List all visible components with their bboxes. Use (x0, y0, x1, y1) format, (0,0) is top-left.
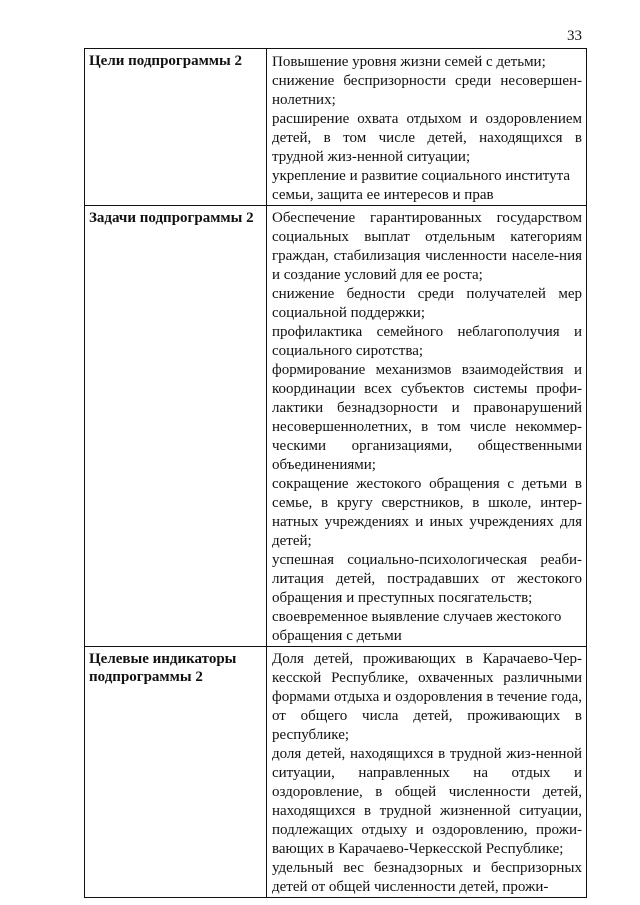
task-item: сокращение жестокого обращения с детьми в семье, в кругу сверстников, в школе, интер-натных учреждениях и иных учреждениях для детей; (272, 476, 582, 549)
indicator-item: Доля детей, проживающих в Карачаево-Чер-кесской Республике, охваченных различными формами отдыха и оздоровления в течение года, от общего числа детей, проживающих в республике; (272, 651, 582, 743)
content-cell (267, 647, 587, 898)
goal-item: укрепление и развитие социального института семьи, защита ее интересов и прав (272, 168, 570, 203)
content-cell (267, 206, 587, 647)
table-row-indicators (85, 647, 587, 898)
row-label-goals: Цели подпрограммы 2 (89, 53, 242, 69)
label-cell (85, 206, 267, 647)
goal-item: Повышение уровня жизни семей с детьми; (272, 54, 546, 70)
goal-item: снижение беспризорности среди несовершен-нолетних; (272, 73, 582, 108)
task-item: Обеспечение гарантированных государством социальных выплат отдельным категориям граждан, стабилизация численности населе-ния и создание условий для ее роста; (272, 210, 582, 283)
row-label-tasks: Задачи подпрограммы 2 (89, 210, 254, 226)
label-cell (85, 647, 267, 898)
label-cell (85, 49, 267, 206)
task-item: профилактика семейного неблагополучия и социального сиротства; (272, 324, 582, 359)
content-cell (267, 49, 587, 206)
goal-item: расширение охвата отдыхом и оздоровлением детей, в том числе детей, находящихся в трудной жиз-ненной ситуации; (272, 111, 582, 165)
indicator-item: удельный вес безнадзорных и беспризорных детей от общей численности детей, прожи- (272, 860, 582, 895)
indicator-item: доля детей, находящихся в трудной жиз-ненной ситуации, направленных на отдых и оздоровление, в общей численности детей, находящихся в трудной жизненной ситуации, подлежащих отдыху и оздоровлению, прожи-вающих в Карачаево-Черкесской Республике; (272, 746, 582, 857)
program-table (84, 48, 587, 898)
page-number: 33 (567, 28, 582, 44)
task-item: успешная социально-психологическая реаби-литация детей, пострадавших от жестокого обращения и преступных посягательств; (272, 552, 582, 606)
task-item: своевременное выявление случаев жестокого обращения с детьми (272, 609, 562, 644)
task-item: снижение бедности среди получателей мер социальной поддержки; (272, 286, 582, 321)
table-row-tasks (85, 206, 587, 647)
task-item: формирование механизмов взаимодействия и координации всех субъектов системы профи-лактики безнадзорности и правонарушений несовершеннолетних, в том числе некоммер-ческими организациями, общественными объединениями; (272, 362, 582, 473)
table-row-goals (85, 49, 587, 206)
row-label-indicators: Целевые индикаторы подпрограммы 2 (89, 651, 237, 685)
